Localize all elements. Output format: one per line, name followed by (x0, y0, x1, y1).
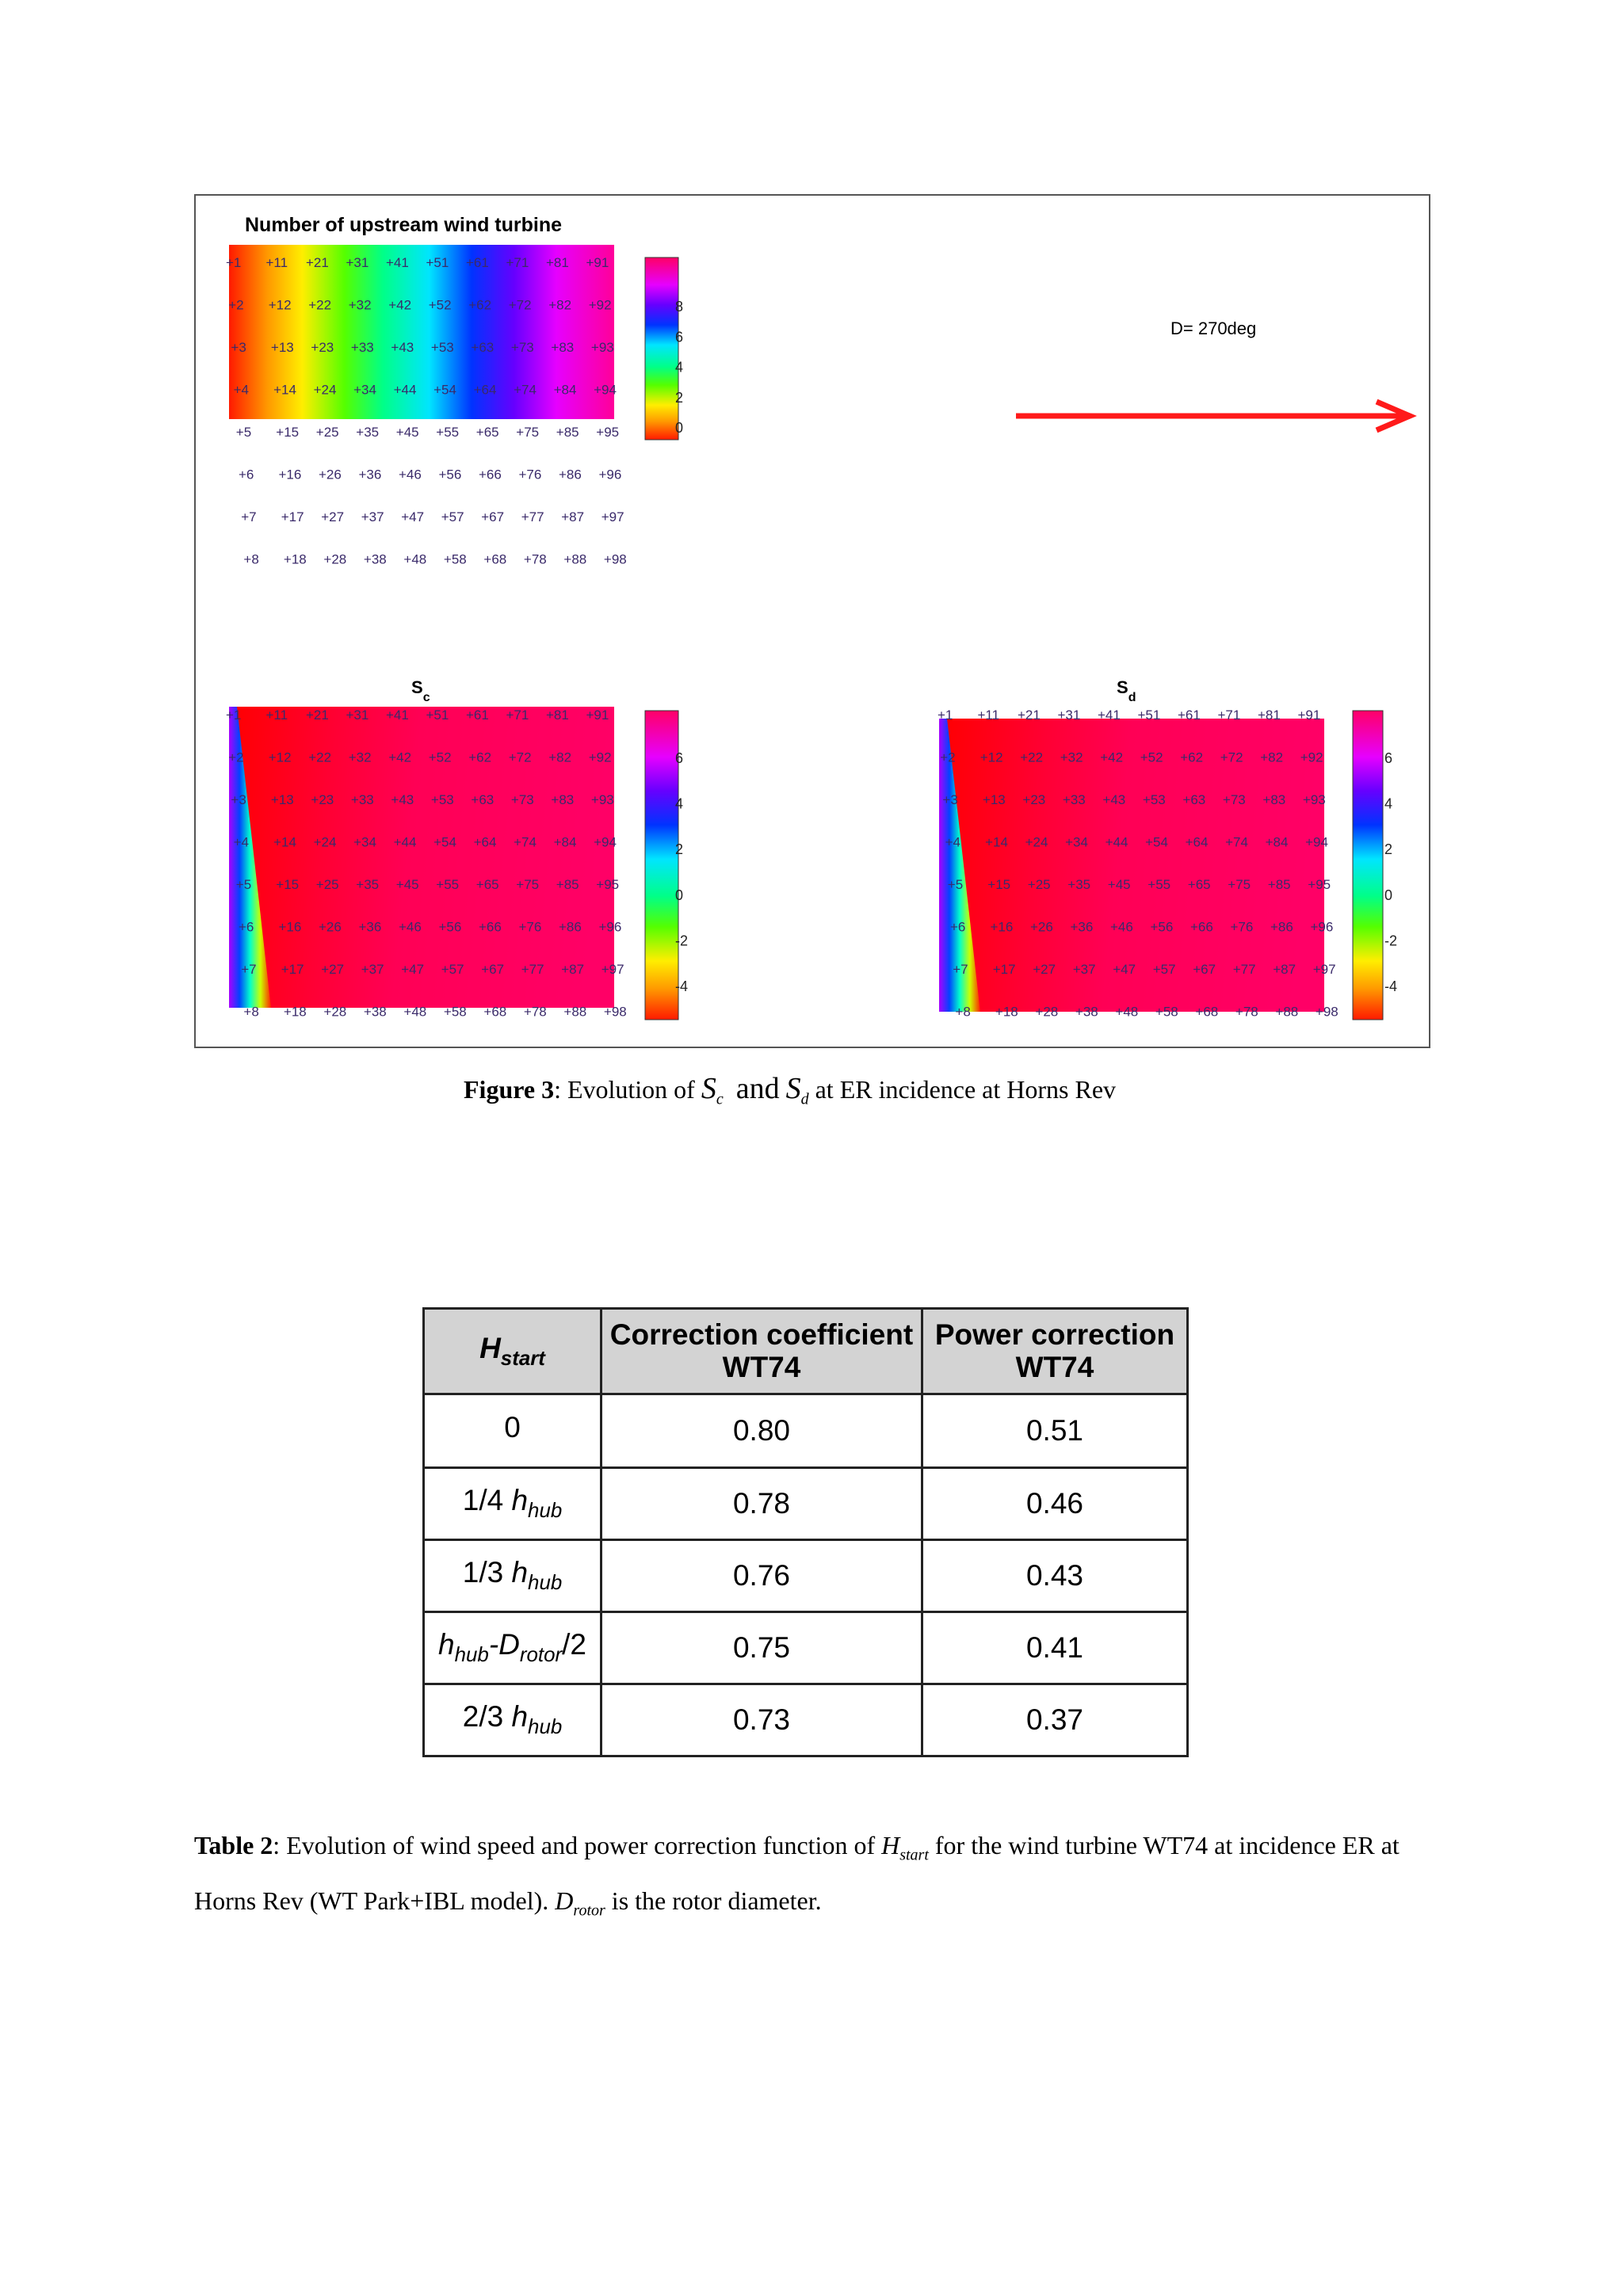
cell-correction-coefficient: 0.78 (601, 1468, 922, 1540)
turbine-label: +81 (546, 255, 569, 270)
turbine-label: +88 (563, 1004, 587, 1020)
turbine-label: +85 (1267, 877, 1291, 892)
turbine-label: +7 (241, 962, 257, 977)
panel-sc-title: $S_c$ (411, 677, 430, 704)
panel-sd-colorbar (1353, 711, 1383, 1020)
turbine-label: +22 (308, 749, 332, 765)
turbine-label: +84 (553, 834, 577, 850)
turbine-label: +97 (601, 509, 624, 524)
colorbar-tick-label: -4 (675, 978, 689, 994)
turbine-label: +76 (1230, 919, 1254, 935)
turbine-label: +2 (940, 749, 956, 765)
colorbar-tick-label: 6 (675, 329, 684, 345)
turbine-label: +93 (590, 340, 614, 355)
turbine-label: +52 (1140, 749, 1163, 765)
turbine-label: +46 (1110, 919, 1133, 935)
table-row (424, 1684, 1188, 1756)
turbine-label: +91 (1297, 707, 1321, 723)
turbine-label: +6 (950, 919, 966, 935)
turbine-label: +14 (273, 382, 296, 398)
cell-power-correction: 0.46 (922, 1468, 1188, 1540)
turbine-label: +38 (1075, 1004, 1098, 1020)
turbine-label: +48 (403, 1004, 427, 1020)
turbine-label: +95 (1308, 877, 1331, 892)
turbine-label: +43 (391, 792, 414, 807)
colorbar-tick-label: -2 (675, 933, 689, 949)
turbine-label: +14 (273, 834, 296, 850)
turbine-label: +5 (235, 425, 252, 440)
turbine-label: +25 (315, 425, 339, 440)
turbine-label: +37 (361, 962, 384, 977)
turbine-label: +16 (278, 919, 302, 935)
turbine-label: +58 (443, 1004, 467, 1020)
turbine-label: +97 (1312, 962, 1336, 977)
turbine-label: +12 (268, 749, 292, 765)
turbine-label: +17 (992, 962, 1016, 977)
turbine-label: +32 (1060, 749, 1083, 765)
turbine-label: +21 (306, 707, 329, 723)
turbine-label: +1 (226, 707, 242, 723)
turbine-label: +33 (350, 340, 374, 355)
turbine-label: +92 (588, 297, 612, 313)
turbine-label: +72 (1220, 749, 1243, 765)
turbine-label: +92 (588, 749, 612, 765)
turbine-label: +11 (265, 255, 288, 270)
turbine-label: +62 (468, 297, 492, 313)
turbine-label: +64 (1185, 834, 1209, 850)
turbine-label: +35 (356, 425, 380, 440)
turbine-label: +32 (348, 749, 372, 765)
turbine-label: +1 (938, 707, 953, 723)
panel-top-title: Number of upstream wind turbine (245, 214, 563, 236)
turbine-label: +87 (561, 509, 585, 524)
turbine-label: +78 (1235, 1004, 1258, 1020)
turbine-label: +26 (319, 919, 342, 935)
turbine-label: +92 (1300, 749, 1323, 765)
turbine-label: +78 (523, 551, 547, 567)
turbine-label: +32 (348, 297, 372, 313)
turbine-label: +41 (386, 707, 409, 723)
turbine-label: +63 (1182, 792, 1206, 807)
turbine-label: +96 (598, 467, 622, 482)
turbine-label: +46 (399, 467, 422, 482)
turbine-label: +44 (393, 834, 417, 850)
turbine-label: +45 (1107, 877, 1131, 892)
turbine-label: +63 (471, 340, 495, 355)
cell-correction-coefficient: 0.80 (601, 1394, 922, 1468)
turbine-label: +44 (393, 382, 417, 398)
colorbar-tick-label: 2 (675, 389, 684, 406)
turbine-label: +35 (356, 877, 380, 892)
turbine-label: +96 (598, 919, 622, 935)
turbine-label: +57 (441, 962, 464, 977)
turbine-label: +74 (514, 834, 537, 850)
turbine-label: +13 (270, 792, 294, 807)
turbine-label: +84 (553, 382, 577, 398)
colorbar-tick-label: 6 (1384, 750, 1393, 766)
turbine-label: +46 (399, 919, 422, 935)
turbine-label: +94 (594, 382, 617, 398)
turbine-label: +82 (548, 749, 572, 765)
turbine-label: +68 (1195, 1004, 1219, 1020)
colorbar-tick-label: -2 (1384, 933, 1398, 949)
colorbar-tick-label: 6 (675, 750, 684, 766)
turbine-label: +73 (1222, 792, 1246, 807)
turbine-label: +73 (510, 340, 534, 355)
figure-caption-label: Figure 3 (464, 1075, 555, 1104)
turbine-label: +98 (603, 1004, 627, 1020)
turbine-label: +62 (468, 749, 492, 765)
turbine-label: +61 (466, 707, 489, 723)
turbine-label: +55 (436, 425, 460, 440)
turbine-label: +81 (546, 707, 569, 723)
turbine-label: +81 (1258, 707, 1281, 723)
turbine-label: +91 (586, 707, 609, 723)
turbine-label: +97 (601, 962, 624, 977)
cell-correction-coefficient: 0.73 (601, 1684, 922, 1756)
turbine-label: +64 (473, 834, 497, 850)
turbine-label: +34 (353, 382, 376, 398)
colorbar-tick-label: 0 (1384, 887, 1393, 903)
turbine-label: +25 (315, 877, 339, 892)
cell-power-correction: 0.41 (922, 1612, 1188, 1684)
turbine-label: +53 (430, 792, 454, 807)
turbine-label: +17 (281, 962, 304, 977)
turbine-label: +51 (426, 707, 449, 723)
turbine-label: +35 (1067, 877, 1091, 892)
panel-sc-colorbar (645, 711, 678, 1020)
turbine-label: +58 (443, 551, 467, 567)
turbine-label: +66 (479, 467, 502, 482)
turbine-label: +26 (319, 467, 342, 482)
turbine-label: +72 (508, 749, 532, 765)
turbine-label: +83 (1262, 792, 1286, 807)
turbine-label: +4 (233, 834, 249, 850)
turbine-label: +62 (1180, 749, 1204, 765)
turbine-label: +52 (428, 749, 452, 765)
turbine-label: +21 (1018, 707, 1041, 723)
colorbar-tick-label: 4 (675, 359, 684, 376)
turbine-label: +75 (516, 877, 540, 892)
turbine-label: +87 (1273, 962, 1296, 977)
turbine-label: +34 (1065, 834, 1088, 850)
turbine-label: +54 (433, 382, 456, 398)
turbine-label: +4 (945, 834, 960, 850)
turbine-label: +94 (1305, 834, 1328, 850)
table-row (424, 1612, 1188, 1684)
turbine-label: +15 (276, 425, 300, 440)
turbine-label: +54 (1145, 834, 1168, 850)
turbine-label: +93 (1302, 792, 1326, 807)
colorbar-tick-label: -4 (1384, 978, 1398, 994)
table-caption-label: Table 2 (194, 1831, 273, 1859)
turbine-label: +77 (521, 509, 544, 524)
turbine-label: +42 (388, 749, 412, 765)
turbine-label: +28 (323, 1004, 347, 1020)
turbine-label: +36 (358, 919, 382, 935)
turbine-label: +24 (313, 834, 337, 850)
turbine-label: +16 (278, 467, 302, 482)
turbine-label: +5 (235, 877, 252, 892)
cell-power-correction: 0.43 (922, 1540, 1188, 1612)
turbine-label: +67 (1193, 962, 1216, 977)
turbine-label: +28 (323, 551, 347, 567)
turbine-label: +52 (428, 297, 452, 313)
header-correction-coefficient: Correction coefficient WT74 (601, 1309, 922, 1394)
panel-sd-title: $S_d$ (1117, 677, 1136, 704)
turbine-label: +68 (483, 1004, 507, 1020)
table-row (424, 1540, 1188, 1612)
turbine-label: +82 (548, 297, 572, 313)
turbine-label: +43 (391, 340, 414, 355)
turbine-label: +4 (233, 382, 249, 398)
turbine-label: +63 (471, 792, 495, 807)
colorbar-tick-label: 0 (675, 887, 684, 903)
cell-correction-coefficient: 0.75 (601, 1612, 922, 1684)
turbine-label: +37 (361, 509, 384, 524)
turbine-label: +27 (1033, 962, 1056, 977)
turbine-label: +45 (395, 425, 419, 440)
turbine-label: +45 (395, 877, 419, 892)
colorbar-tick-label: 4 (1384, 795, 1393, 812)
cell-hstart: 2/3 $h_{hub}$ (424, 1684, 601, 1756)
turbine-label: +1 (226, 255, 242, 270)
turbine-label: +6 (239, 919, 254, 935)
turbine-label: +53 (1142, 792, 1166, 807)
turbine-label: +74 (1225, 834, 1248, 850)
turbine-label: +23 (311, 340, 334, 355)
turbine-label: +36 (1070, 919, 1094, 935)
turbine-label: +94 (594, 834, 617, 850)
colorbar-tick-label: 2 (675, 841, 684, 858)
turbine-label: +61 (466, 255, 489, 270)
turbine-label: +83 (551, 792, 575, 807)
turbine-label: +68 (483, 551, 507, 567)
turbine-label: +5 (947, 877, 964, 892)
turbine-label: +85 (556, 877, 579, 892)
turbine-label: +11 (977, 707, 1000, 723)
turbine-label: +58 (1155, 1004, 1178, 1020)
turbine-label: +98 (603, 551, 627, 567)
turbine-label: +43 (1102, 792, 1126, 807)
turbine-label: +55 (436, 877, 460, 892)
turbine-label: +24 (1025, 834, 1048, 850)
colorbar-tick-label: 2 (1384, 841, 1393, 858)
turbine-label: +8 (243, 1004, 259, 1020)
header-power-correction: Power correction WT74 (922, 1309, 1188, 1394)
turbine-label: +31 (346, 707, 369, 723)
turbine-label: +21 (306, 255, 329, 270)
table-body (424, 1394, 1188, 1756)
cell-hstart: $h_{hub}-D_{rotor}/2$ (424, 1612, 601, 1684)
turbine-label: +23 (1022, 792, 1046, 807)
turbine-label: +26 (1030, 919, 1053, 935)
cell-correction-coefficient: 0.76 (601, 1540, 922, 1612)
turbine-label: +51 (426, 255, 449, 270)
turbine-label: +82 (1260, 749, 1284, 765)
turbine-label: +56 (438, 919, 462, 935)
turbine-label: +15 (987, 877, 1011, 892)
turbine-label: +91 (586, 255, 609, 270)
turbine-label: +18 (995, 1004, 1018, 1020)
cell-power-correction: 0.51 (922, 1394, 1188, 1468)
turbine-label: +14 (985, 834, 1008, 850)
colorbar-tick-label: 4 (675, 795, 684, 812)
turbine-label: +13 (982, 792, 1006, 807)
turbine-label: +24 (313, 382, 337, 398)
turbine-label: +28 (1035, 1004, 1059, 1020)
cell-hstart: 1/4 $h_{hub}$ (424, 1468, 601, 1540)
turbine-label: +8 (955, 1004, 971, 1020)
turbine-label: +54 (433, 834, 456, 850)
turbine-label: +47 (401, 509, 425, 524)
table-header-row (424, 1309, 1188, 1394)
turbine-label: +75 (516, 425, 540, 440)
turbine-label: +67 (481, 509, 505, 524)
turbine-label: +56 (438, 467, 462, 482)
turbine-label: +41 (1098, 707, 1121, 723)
turbine-label: +41 (386, 255, 409, 270)
turbine-label: +15 (276, 877, 300, 892)
figure-3-plots (196, 196, 1429, 1047)
turbine-label: +65 (475, 425, 499, 440)
turbine-label: +42 (388, 297, 412, 313)
turbine-label: +67 (481, 962, 505, 977)
table-row (424, 1468, 1188, 1540)
turbine-label: +85 (556, 425, 579, 440)
turbine-label: +8 (243, 551, 259, 567)
header-hstart: $H_{start}$ (424, 1309, 601, 1394)
turbine-label: +18 (283, 1004, 307, 1020)
turbine-label: +6 (239, 467, 254, 482)
turbine-label: +27 (321, 962, 345, 977)
turbine-label: +93 (590, 792, 614, 807)
turbine-label: +72 (508, 297, 532, 313)
colorbar-tick-label: 8 (675, 299, 684, 315)
turbine-label: +83 (551, 340, 575, 355)
turbine-label: +44 (1105, 834, 1128, 850)
turbine-label: +87 (561, 962, 585, 977)
turbine-label: +16 (990, 919, 1014, 935)
cell-hstart: 1/3 $h_{hub}$ (424, 1540, 601, 1612)
turbine-label: +12 (980, 749, 1003, 765)
turbine-label: +2 (228, 297, 244, 313)
direction-label: D= 270deg (1170, 318, 1257, 338)
figure-3 (194, 194, 1430, 1048)
turbine-label: +42 (1100, 749, 1124, 765)
turbine-label: +48 (403, 551, 427, 567)
turbine-label: +98 (1315, 1004, 1338, 1020)
cell-power-correction: 0.37 (922, 1684, 1188, 1756)
turbine-label: +76 (518, 919, 542, 935)
turbine-label: +76 (518, 467, 542, 482)
turbine-label: +57 (441, 509, 464, 524)
turbine-label: +84 (1265, 834, 1289, 850)
turbine-label: +3 (231, 792, 246, 807)
turbine-label: +34 (353, 834, 376, 850)
figure-caption: Figure 3: Evolution of $S_c$ and $S_d$ at ER incidence at Horns Rev (464, 1072, 1117, 1108)
turbine-label: +38 (363, 551, 387, 567)
turbine-label: +23 (311, 792, 334, 807)
turbine-label: +25 (1027, 877, 1051, 892)
turbine-label: +31 (1057, 707, 1081, 723)
turbine-label: +75 (1228, 877, 1251, 892)
turbine-label: +47 (1113, 962, 1136, 977)
turbine-label: +18 (283, 551, 307, 567)
turbine-label: +74 (514, 382, 537, 398)
turbine-label: +17 (281, 509, 304, 524)
turbine-label: +61 (1178, 707, 1201, 723)
turbine-label: +7 (953, 962, 968, 977)
turbine-label: +33 (1062, 792, 1086, 807)
turbine-label: +7 (241, 509, 257, 524)
correction-table (422, 1307, 1189, 1757)
turbine-label: +73 (510, 792, 534, 807)
turbine-label: +3 (942, 792, 958, 807)
turbine-label: +33 (350, 792, 374, 807)
panel-top-colorbar (645, 257, 678, 440)
turbine-label: +11 (265, 707, 288, 723)
cell-hstart: 0 (424, 1394, 601, 1468)
turbine-label: +22 (1020, 749, 1044, 765)
turbine-label: +27 (321, 509, 345, 524)
turbine-label: +77 (521, 962, 544, 977)
turbine-label: +66 (1190, 919, 1213, 935)
turbine-label: +2 (228, 749, 244, 765)
turbine-label: +78 (523, 1004, 547, 1020)
turbine-label: +36 (358, 467, 382, 482)
colorbar-tick-label: 0 (675, 420, 684, 436)
turbine-label: +53 (430, 340, 454, 355)
turbine-label: +13 (270, 340, 294, 355)
turbine-label: +57 (1152, 962, 1176, 977)
turbine-label: +95 (596, 425, 620, 440)
turbine-label: +96 (1310, 919, 1334, 935)
turbine-label: +38 (363, 1004, 387, 1020)
turbine-label: +86 (559, 467, 582, 482)
turbine-label: +12 (268, 297, 292, 313)
turbine-label: +71 (506, 255, 529, 270)
turbine-label: +55 (1148, 877, 1171, 892)
panel-sd-colorbar-ticks (1384, 750, 1397, 994)
turbine-label: +37 (1072, 962, 1096, 977)
turbine-label: +48 (1115, 1004, 1139, 1020)
turbine-label: +56 (1150, 919, 1174, 935)
turbine-label: +51 (1137, 707, 1161, 723)
turbine-label: +64 (473, 382, 497, 398)
turbine-label: +71 (1217, 707, 1241, 723)
turbine-label: +71 (506, 707, 529, 723)
turbine-label: +95 (596, 877, 620, 892)
turbine-label: +65 (1187, 877, 1211, 892)
table-row (424, 1394, 1188, 1468)
turbine-label: +86 (1270, 919, 1293, 935)
turbine-label: +86 (559, 919, 582, 935)
turbine-label: +47 (401, 962, 425, 977)
table-caption: Table 2: Evolution of wind speed and power correction function of $H_{start}$ for the wind turbine WT74 at incidence ER at Horns Rev (WT Park+IBL model). $D_{rotor}$ is the rotor diameter. (194, 1831, 1400, 1920)
turbine-label: +3 (231, 340, 246, 355)
turbine-label: +31 (346, 255, 369, 270)
turbine-label: +88 (1275, 1004, 1299, 1020)
turbine-label: +88 (563, 551, 587, 567)
turbine-label: +22 (308, 297, 332, 313)
turbine-label: +65 (475, 877, 499, 892)
turbine-label: +66 (479, 919, 502, 935)
turbine-label: +77 (1232, 962, 1256, 977)
